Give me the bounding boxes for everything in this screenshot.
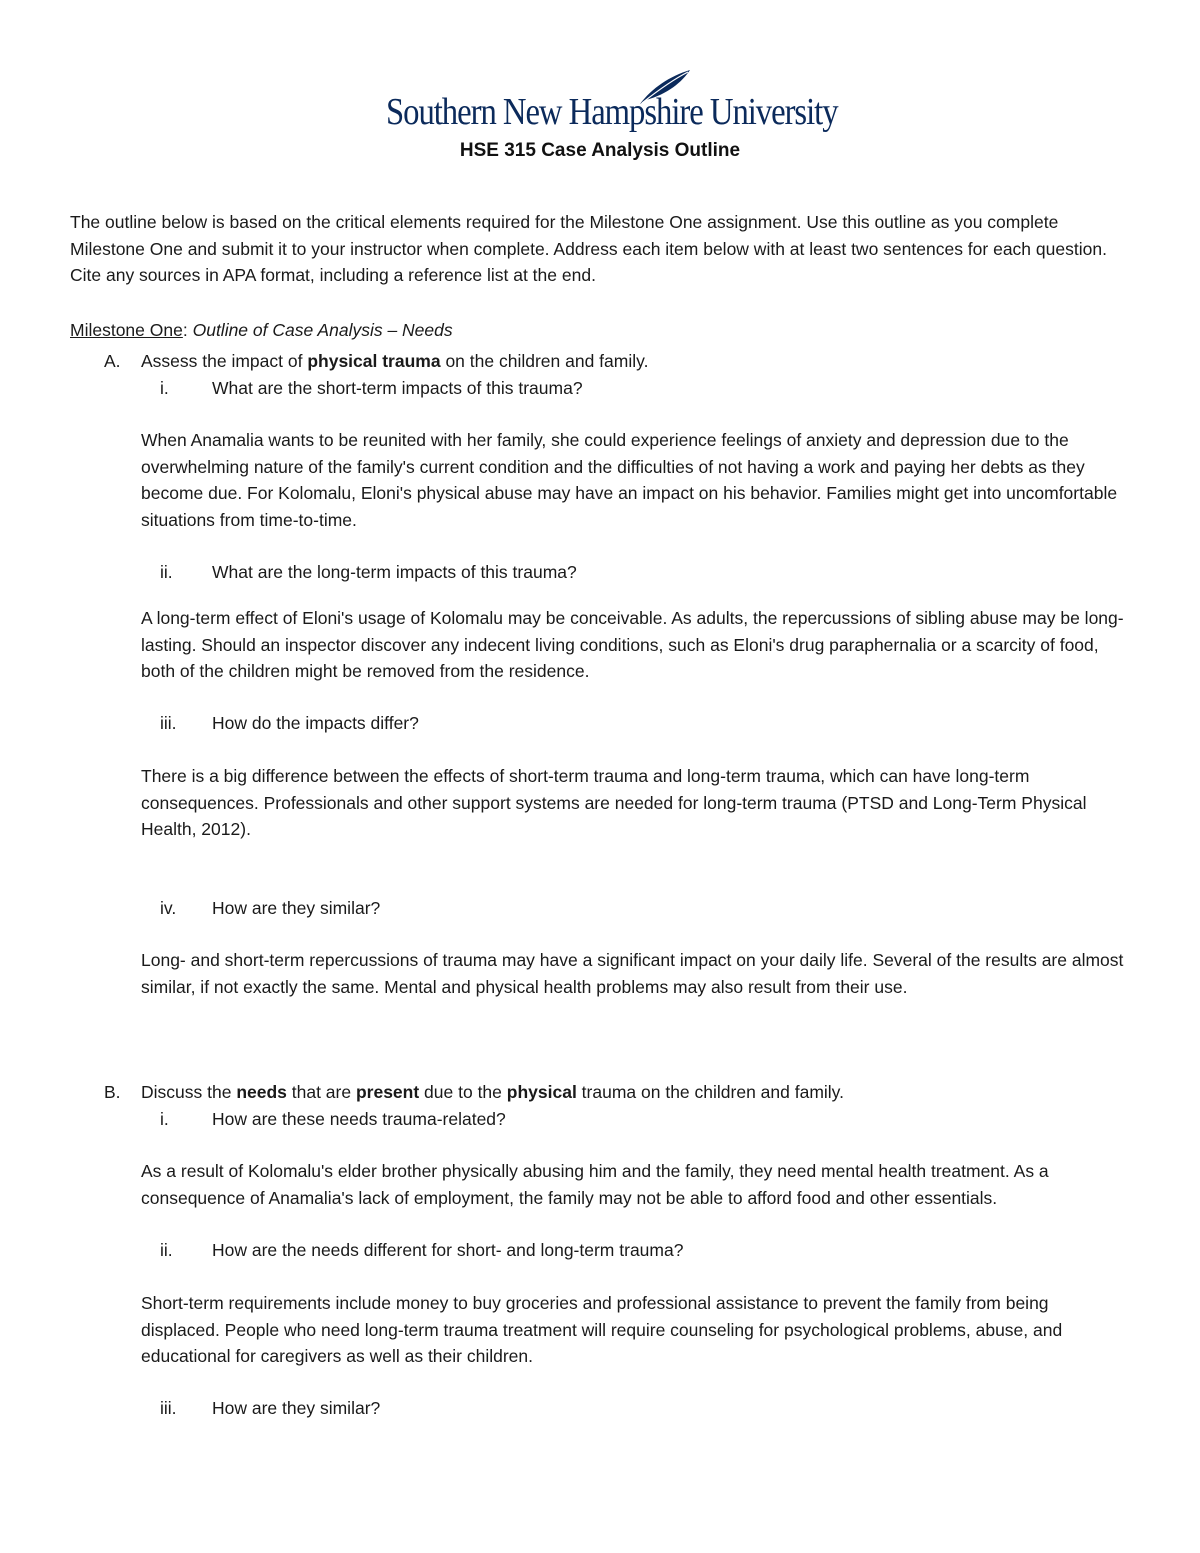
university-logo xyxy=(386,68,838,138)
section-b-bold-1: needs xyxy=(236,1082,287,1102)
answer-paragraph: When Anamalia wants to be reunited with her family, she could experience feelings of anxiety and depression due to the overwhelming nature of the family's current condition and the difficulties of not having a work and paying her debts as they become due. For Kolomalu, Eloni's physical abuse may have an impact on his behavior. Families might get into uncomfortable situations from time-to-time. xyxy=(141,430,1118,530)
section-b-bold-3: physical xyxy=(506,1082,577,1102)
section-b-text-4: trauma on the children and family. xyxy=(576,1082,844,1102)
question-number: iii. xyxy=(160,1398,177,1418)
question-number: ii. xyxy=(160,562,173,582)
question-number: iv. xyxy=(160,898,177,918)
answer-paragraph: Short-term requirements include money to buy groceries and professional assistance to prevent the family from being displaced. People who need long-term trauma treatment will require counseling for psychological problems, abuse, and educational for caregivers as well as their children. xyxy=(141,1293,1063,1366)
answer-paragraph: As a result of Kolomalu's elder brother physically abusing him and the family, they need mental health treatment. As a consequence of Anamalia's lack of employment, the family may not be able to afford food and other essentials. xyxy=(141,1161,1049,1208)
question-number: ii. xyxy=(160,1240,173,1260)
section-b-letter: B. xyxy=(104,1082,121,1102)
question-text: What are the long-term impacts of this trauma? xyxy=(212,562,577,582)
question-number: iii. xyxy=(160,713,177,733)
section-a-text-1: Assess the impact of xyxy=(141,351,308,371)
answer-paragraph: A long-term effect of Eloni's usage of Kolomalu may be conceivable. As adults, the repercussions of sibling abuse may be long-lasting. Should an inspector discover any indecent living conditions, such as Eloni's drug paraphernalia or a scarcity of food, both of the children might be removed from the residence. xyxy=(141,608,1124,681)
answer-paragraph: There is a big difference between the effects of short-term trauma and long-term trauma, which can have long-term consequences. Professionals and other support systems are needed for long-term trauma (PTSD and Long-Term Physical Health, 2012). xyxy=(141,766,1087,839)
intro-paragraph: The outline below is based on the critical elements required for the Milestone One assignment. Use this outline as you complete Milestone One and submit it to your instructor when complete. Address each item below with at least two sentences for each question. Cite any sources in APA format, including a reference list at the end. xyxy=(70,212,1107,285)
milestone-label: Milestone One xyxy=(70,320,183,340)
section-a-text-2: on the children and family. xyxy=(440,351,649,371)
milestone-subtitle: Outline of Case Analysis – Needs xyxy=(192,320,453,340)
question-text: How are these needs trauma-related? xyxy=(212,1109,506,1129)
question-text: How are they similar? xyxy=(212,898,381,918)
logo-wordmark: Southern New Hampshire University xyxy=(386,91,838,133)
section-b-bold-2: present xyxy=(355,1082,420,1102)
question-number: i. xyxy=(160,378,169,398)
section-a-bold: physical trauma xyxy=(307,351,441,371)
milestone-heading xyxy=(70,317,453,344)
section-a-heading xyxy=(141,348,648,375)
question-text: How do the impacts differ? xyxy=(212,713,419,733)
question-number: i. xyxy=(160,1109,169,1129)
section-b-text-1: Discuss the xyxy=(141,1082,237,1102)
question-text: How are they similar? xyxy=(212,1398,381,1418)
section-b-heading xyxy=(141,1079,844,1106)
section-b-text-3: due to the xyxy=(419,1082,507,1102)
page-title: HSE 315 Case Analysis Outline xyxy=(459,140,741,161)
question-text: How are the needs different for short- and long-term trauma? xyxy=(212,1240,684,1260)
question-text: What are the short-term impacts of this trauma? xyxy=(212,378,583,398)
answer-paragraph: Long- and short-term repercussions of trauma may have a significant impact on your daily life. Several of the results are almost similar, if not exactly the same. Mental and physical health problems may also result from their use. xyxy=(141,950,1124,997)
milestone-colon: : xyxy=(182,320,188,340)
section-a-letter: A. xyxy=(104,351,121,371)
section-b-text-2: that are xyxy=(286,1082,356,1102)
